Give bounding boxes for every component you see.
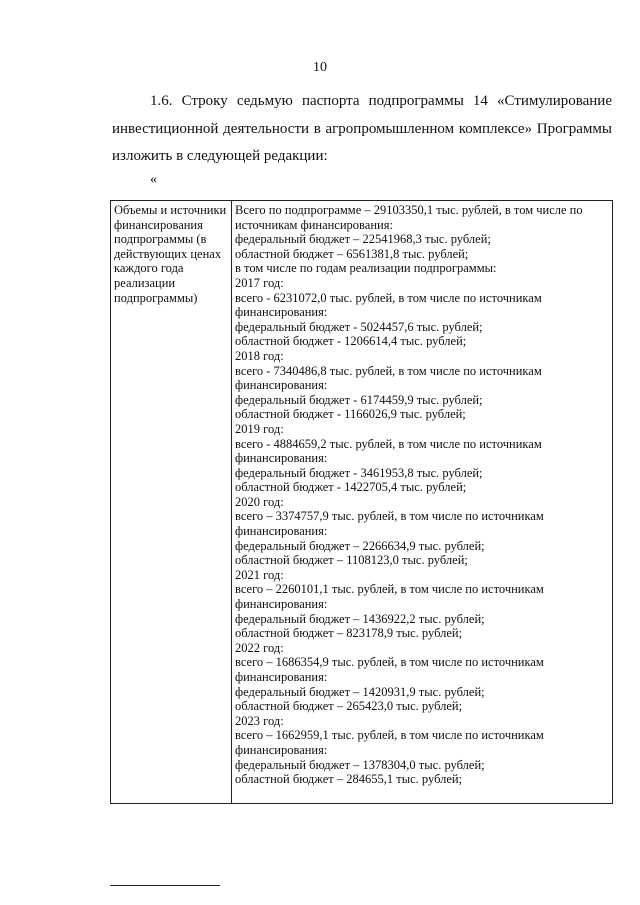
opening-quote: « xyxy=(150,172,157,187)
content-line: всего – 1686354,9 тыс. рублей, в том числе по источникам xyxy=(235,655,544,670)
row-header-line: Объемы и источники xyxy=(114,203,227,217)
content-line: областной бюджет – 6561381,8 тыс. рублей; xyxy=(235,246,469,261)
content-line: федеральный бюджет – 2266634,9 тыс. рублей; xyxy=(235,538,485,553)
content-line: всего – 3374757,9 тыс. рублей, в том числе по источникам xyxy=(235,509,544,524)
row-header-line: финансирования xyxy=(114,217,203,232)
content-line: 2019 год: xyxy=(235,421,284,436)
content-line: финансирования: xyxy=(235,670,328,684)
content-line: 2018 год: xyxy=(235,348,284,363)
content-line: финансирования: xyxy=(235,524,328,539)
page-number: 10 xyxy=(313,60,327,75)
row-header-line: реализации xyxy=(114,275,176,290)
row-header-line: действующих ценах xyxy=(114,246,222,261)
content-line: федеральный бюджет – 1420931,9 тыс. рублей; xyxy=(235,684,485,699)
content-line: 2023 год: xyxy=(235,713,284,728)
content-line: всего - 6231072,0 тыс. рублей, в том числе по источникам xyxy=(235,290,542,305)
content-line: в том числе по годам реализации подпрограммы: xyxy=(235,261,497,276)
content-line: всего - 4884659,2 тыс. рублей, в том числе по источникам xyxy=(235,436,542,451)
content-line: 2017 год: xyxy=(235,275,284,290)
content-line: финансирования: xyxy=(235,378,328,393)
content-line: областной бюджет – 823178,9 тыс. рублей; xyxy=(235,626,463,641)
content-line: финансирования: xyxy=(235,597,328,612)
row-header-cell xyxy=(111,201,232,804)
table-row xyxy=(111,201,613,804)
content-line: областной бюджет – 265423,0 тыс. рублей; xyxy=(235,699,463,714)
content-line: федеральный бюджет - 3461953,8 тыс. рублей; xyxy=(235,465,483,480)
content-line: 2020 год: xyxy=(235,494,284,509)
content-line: Всего по подпрограмме – 29103350,1 тыс. рублей, в том числе по xyxy=(235,203,583,217)
content-line: федеральный бюджет - 5024457,6 тыс. рублей; xyxy=(235,319,483,334)
content-line: областной бюджет - 1422705,4 тыс. рублей; xyxy=(235,480,467,495)
content-line: финансирования: xyxy=(235,305,328,320)
content-line: 2021 год: xyxy=(235,567,284,582)
content-line: областной бюджет – 284655,1 тыс. рублей; xyxy=(235,772,463,787)
row-header-line: подпрограммы (в xyxy=(114,232,207,247)
content-line: федеральный бюджет – 22541968,3 тыс. рублей; xyxy=(235,232,491,247)
content-line: всего - 7340486,8 тыс. рублей, в том числе по источникам xyxy=(235,363,542,378)
content-line: всего – 2260101,1 тыс. рублей, в том числе по источникам xyxy=(235,582,544,597)
intro-paragraph xyxy=(112,88,612,171)
passport-table xyxy=(110,200,613,804)
content-line: областной бюджет - 1206614,4 тыс. рублей; xyxy=(235,334,467,349)
content-line: областной бюджет - 1166026,9 тыс. рублей; xyxy=(235,407,466,422)
content-line: областной бюджет – 1108123,0 тыс. рублей; xyxy=(235,553,468,568)
intro-line-1: 1.6. Строку седьмую паспорта подпрограммы 14 «Стимулирование xyxy=(150,93,612,109)
footnote-divider xyxy=(110,885,220,886)
content-line: финансирования: xyxy=(235,742,328,757)
content-line: 2022 год: xyxy=(235,640,284,655)
content-line: финансирования: xyxy=(235,451,328,466)
intro-line-3: изложить в следующей редакции: xyxy=(112,148,328,164)
content-line: федеральный бюджет – 1378304,0 тыс. рублей; xyxy=(235,757,485,772)
content-line: источникам финансирования: xyxy=(235,217,393,232)
content-line: всего – 1662959,1 тыс. рублей, в том числе по источникам xyxy=(235,728,544,743)
intro-line-2: инвестиционной деятельности в агропромышленном комплексе» Программы xyxy=(112,120,612,137)
row-header-line: каждого года xyxy=(114,261,184,276)
row-header-line: подпрограммы) xyxy=(114,290,198,305)
content-line: федеральный бюджет - 6174459,9 тыс. рублей; xyxy=(235,392,483,407)
content-line: федеральный бюджет – 1436922,2 тыс. рублей; xyxy=(235,611,485,626)
row-content-cell xyxy=(232,201,613,804)
